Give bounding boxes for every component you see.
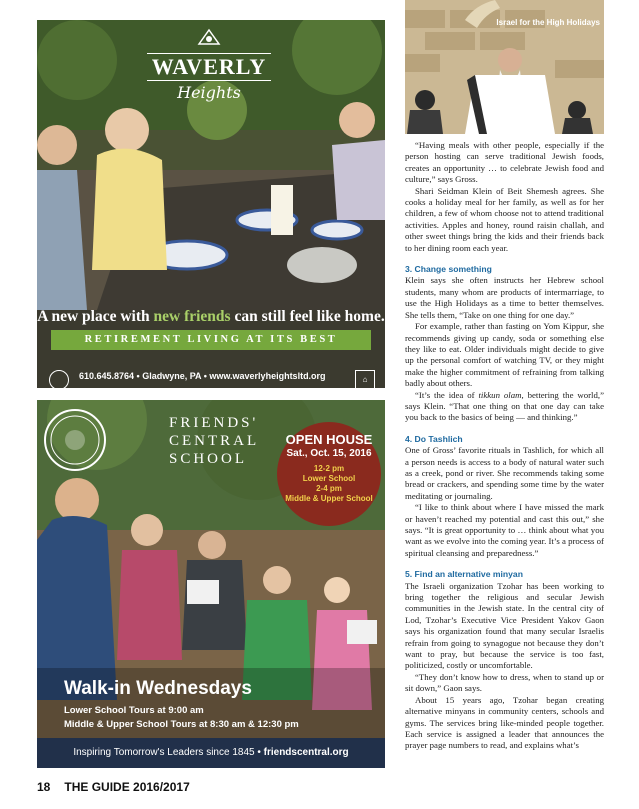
brand-script: Heights bbox=[177, 83, 241, 102]
p5-pre: “It’s the idea of bbox=[415, 389, 479, 400]
p5-em: tikkun olam bbox=[478, 389, 522, 400]
waverly-contact[interactable]: 610.645.8764 • Gladwyne, PA • www.waverlyheightsltd.org bbox=[79, 371, 326, 381]
equal-housing-icon: ⌂ bbox=[355, 370, 375, 388]
photo-caption: Israel for the High Holidays bbox=[496, 18, 600, 27]
article-paragraph: The Israeli organization Tzohar has been working to bring together the religious and secular Jewish communities in the Jewish state. In the central city of Lod, Tzohar’s Executive Vice President Yakov Gaon says his organization found that many secular Israelis refrain from going to synagogue not because they don’t want to pray, but because the service is too fast, politicized, costly or uncomfortable. bbox=[405, 580, 604, 671]
lower-school-tours: Lower School Tours at 9:00 am bbox=[64, 705, 204, 716]
article-paragraph bbox=[405, 390, 604, 424]
article-body bbox=[405, 140, 604, 752]
friends-footer bbox=[37, 738, 385, 768]
upper-school-tours: Middle & Upper School Tours at 8:30 am & 12:30 pm bbox=[64, 719, 299, 730]
article-paragraph: About 15 years ago, Tzohar began creating alternative minyans in community centers, schools and gyms. The services bring like-minded people together. Each service is assigned a leader that announces the prayer page numbers to read, and explains what’s bbox=[405, 694, 604, 751]
p5-post: , bettering the world,” says Klein. “That one thing on that one day can take you back to the basics of being — and thinking.” bbox=[405, 389, 605, 423]
article-paragraph: “They don’t know how to dress, when to stand up or sit down,” Gaon says. bbox=[405, 671, 604, 694]
open-house-badge[interactable] bbox=[277, 422, 381, 526]
section-heading-3: 3. Change something bbox=[405, 264, 492, 275]
waverly-tagline bbox=[37, 308, 385, 326]
time1: 12-2 pm bbox=[313, 464, 345, 473]
high-holidays-photo bbox=[405, 0, 604, 134]
tagline-post: can still feel like home. bbox=[230, 308, 385, 325]
school-name bbox=[169, 414, 259, 468]
retirement-band: RETIREMENT LIVING AT ITS BEST bbox=[51, 330, 371, 350]
waverly-logo bbox=[147, 28, 271, 102]
seal-icon bbox=[49, 370, 69, 388]
publication-name: THE GUIDE 2016/2017 bbox=[64, 780, 190, 794]
waverly-contact-bar bbox=[37, 370, 385, 388]
open-house-times bbox=[277, 464, 381, 504]
waverly-heights-ad[interactable] bbox=[37, 20, 385, 388]
section-heading-5: 5. Find an alternative minyan bbox=[405, 569, 523, 580]
tagline-pre: A new place with bbox=[37, 308, 154, 325]
friends-url[interactable]: friendscentral.org bbox=[263, 747, 349, 758]
section-heading-4: 4. Do Tashlich bbox=[405, 433, 463, 444]
page-footer bbox=[37, 780, 204, 794]
page-number: 18 bbox=[37, 780, 51, 794]
brand-name: WAVERLY bbox=[147, 53, 271, 81]
article-paragraph: “Having meals with other people, especially if the person hosting can serve traditional Jewish foods, creates an opportunity … to celebrate Jewish food and culture,” says Gross. bbox=[405, 140, 604, 185]
footer-slogan: Inspiring Tomorrow's Leaders since 1845 • bbox=[73, 747, 264, 758]
article-paragraph: One of Gross’ favorite rituals in Tashlich, for which all a person needs is access to a body of natural water such as a creek, pond or river. She recommends taking some bread or crackers, and spending some time by the water meditating or journaling. bbox=[405, 445, 604, 501]
school-name-line3: SCHOOL bbox=[169, 451, 248, 467]
time1-desc: Lower School bbox=[302, 474, 356, 483]
open-house-date: Sat., Oct. 15, 2016 bbox=[286, 448, 372, 459]
school-name-line2: CENTRAL bbox=[169, 433, 260, 449]
crest-icon bbox=[197, 28, 221, 46]
walk-in-heading: Walk-in Wednesdays bbox=[64, 678, 252, 699]
time2-desc: Middle & Upper School bbox=[285, 494, 373, 503]
article-paragraph: Klein says she often instructs her Hebrew school students, many whom are products of intermarriage, to use the High Holidays as a time to better themselves. She tells them, “Take on one thing for one day.” bbox=[405, 275, 604, 320]
school-name-line1: FRIENDS' bbox=[169, 415, 259, 431]
tagline-highlight: new friends bbox=[153, 308, 231, 325]
article-paragraph: “I like to think about where I have missed the mark or haven’t reached my potential and cast this out,” she says. “It is great opportunity to … think about what you want as we evolve into the coming year. It’s a process of spiritual cleansing and preparedness.” bbox=[405, 502, 604, 558]
time2: 2-4 pm bbox=[316, 484, 342, 493]
friends-central-ad[interactable] bbox=[37, 400, 385, 768]
article-paragraph: Shari Seidman Klein of Beit Shemesh agrees. She cooks a holiday meal for her family, as well as for her children, a few of whom choose not to attend traditional activities. Apples and honey, round raisin challah, and other sweet things bring the kids and their friends back to her dining room each year. bbox=[405, 185, 604, 253]
article-paragraph: For example, rather than fasting on Yom Kippur, she recommends giving up candy, soda or something else they like to eat. Older individuals might decide to give up the personal comfort of watching TV, or they might make the higher commitment of refraining from talking badly about others. bbox=[405, 321, 604, 389]
open-house-title: OPEN HOUSE bbox=[285, 432, 373, 447]
